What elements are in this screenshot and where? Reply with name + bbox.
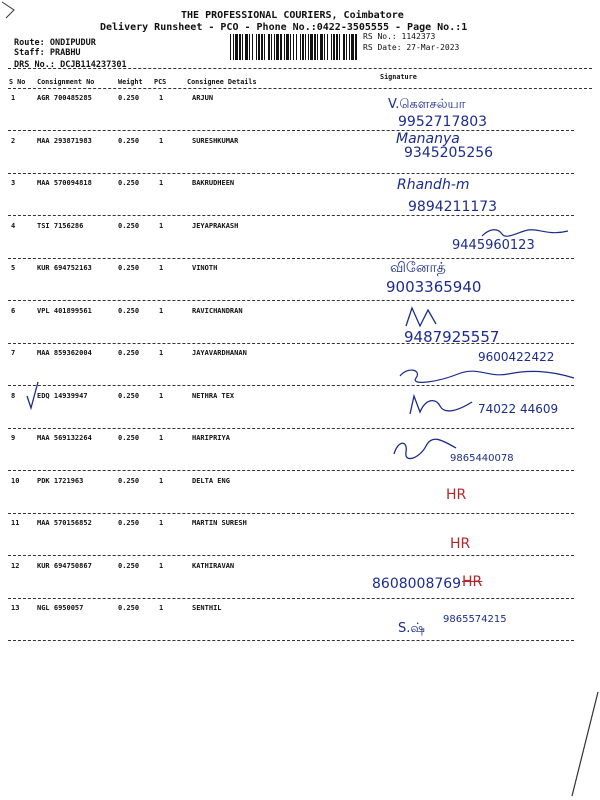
barcode-bar [314, 34, 316, 60]
barcode-bar [324, 34, 325, 60]
barcode-bar [261, 34, 263, 60]
barcode-image [230, 34, 358, 60]
cell-consignment: MAA 293871983 [37, 137, 92, 145]
cell-pcs: 1 [159, 137, 164, 145]
corner-mark [0, 0, 26, 22]
cell-weight: 0.250 [118, 519, 140, 527]
cell-sno: 9 [11, 434, 16, 442]
cell-weight: 0.250 [118, 434, 140, 442]
signature-1-phone: 9952717803 [398, 114, 488, 130]
signature-13-phone: 9865574215 [443, 614, 507, 625]
cell-consignee: JEYAPRAKASH [192, 222, 239, 230]
cell-weight: 0.250 [118, 137, 140, 145]
cell-consignment: EDQ 14939947 [37, 392, 88, 400]
row-divider [8, 640, 574, 641]
barcode-bar [349, 34, 350, 60]
barcode-bar [336, 34, 338, 60]
rs-no-value: 1142373 [401, 32, 436, 41]
tick-mark [24, 378, 40, 412]
cell-consignee: KATHIRAVAN [192, 562, 235, 570]
cell-pcs: 1 [159, 307, 164, 315]
barcode-bar [276, 34, 279, 60]
drs-value: DCJB114237301 [60, 60, 127, 70]
barcode-bar [264, 34, 265, 60]
cell-consignee: BAKRUDHEEN [192, 179, 235, 187]
barcode-bar [333, 34, 335, 60]
barcode-bar [355, 34, 357, 60]
signature-8-scribble [406, 392, 476, 418]
barcode-bar [280, 34, 282, 60]
cell-weight: 0.250 [118, 604, 140, 612]
cell-weight: 0.250 [118, 349, 140, 357]
barcode-bar [230, 34, 231, 60]
signature-2-phone: 9345205256 [404, 145, 494, 161]
cell-sno: 1 [11, 94, 16, 102]
cell-pcs: 1 [159, 264, 164, 272]
cell-sno: 3 [11, 179, 16, 187]
barcode-bar [300, 34, 301, 60]
route-label: Route: [14, 38, 45, 48]
row-divider [8, 300, 574, 301]
route-value: ONDIPUDUR [49, 38, 96, 48]
cell-sno: 11 [11, 519, 20, 527]
cell-sno: 10 [11, 477, 20, 485]
cell-consignment: MAA 570156852 [37, 519, 92, 527]
barcode-bar [320, 34, 323, 60]
barcode-bar [327, 34, 328, 60]
col-signature: Signature [380, 73, 417, 81]
barcode-bar [256, 34, 257, 60]
signature-13-name: S.ஷ் [398, 621, 425, 636]
barcode-bar [302, 34, 304, 60]
row-divider [8, 470, 574, 471]
barcode-bar [308, 34, 309, 60]
cell-consignee: SURESHKUMAR [192, 137, 239, 145]
signature-8-phone: 74022 44609 [478, 402, 559, 416]
signature-2-name: Mananya [396, 131, 460, 147]
rs-date-line [363, 43, 459, 52]
cell-pcs: 1 [159, 349, 164, 357]
cell-sno: 5 [11, 264, 16, 272]
row-divider [8, 555, 574, 556]
company-title: THE PROFESSIONAL COURIERS, Coimbatore [181, 10, 404, 21]
cell-consignment: KUR 694750867 [37, 562, 92, 570]
signature-3-name: Rhandh-m [397, 177, 470, 193]
cell-consignee: JAYAVARDHANAN [192, 349, 247, 357]
rs-no-line [363, 32, 435, 41]
cell-pcs: 1 [159, 94, 164, 102]
cell-consignment: NGL 6950057 [37, 604, 84, 612]
cell-consignee: VINOTH [192, 264, 218, 272]
rs-date-value: 27-Mar-2023 [406, 43, 460, 52]
cell-weight: 0.250 [118, 264, 140, 272]
cell-consignment: AGR 700485285 [37, 94, 92, 102]
barcode-bar [271, 34, 272, 60]
barcode-bar [317, 34, 318, 60]
cell-pcs: 1 [159, 519, 164, 527]
row-divider [8, 428, 574, 429]
cell-pcs: 1 [159, 562, 164, 570]
cell-weight: 0.250 [118, 307, 140, 315]
signature-12-phone: 8608008769 [372, 576, 462, 592]
route-line [14, 38, 96, 48]
cell-sno: 6 [11, 307, 16, 315]
staff-line [14, 48, 81, 58]
signature-6-scribble [402, 304, 442, 330]
row-divider [8, 258, 574, 259]
col-pcs: PCS [154, 78, 167, 86]
row-divider [8, 598, 574, 599]
cell-consignee: SENTHIL [192, 604, 222, 612]
barcode-bar [346, 34, 347, 60]
signature-12-mark: HR [462, 574, 483, 590]
signature-5-phone: 9003365940 [386, 278, 482, 296]
cell-sno: 7 [11, 349, 16, 357]
barcode-bar [258, 34, 260, 60]
rs-date-label: RS Date: [363, 43, 402, 52]
cell-consignee: NETHRA TEX [192, 392, 235, 400]
cell-sno: 8 [11, 392, 16, 400]
cell-consignment: MAA 859362004 [37, 349, 92, 357]
cell-consignment: PDK 1721963 [37, 477, 84, 485]
row-divider [8, 173, 574, 174]
barcode-bar [305, 34, 306, 60]
cell-consignment: MAA 569132264 [37, 434, 92, 442]
signature-11-mark: HR [450, 536, 471, 552]
barcode-bar [233, 34, 234, 60]
cell-weight: 0.250 [118, 94, 140, 102]
signature-7-phone: 9600422422 [478, 350, 555, 364]
cell-consignee: RAVICHANDRAN [192, 307, 243, 315]
cell-weight: 0.250 [118, 562, 140, 570]
signature-7-scribble [398, 364, 578, 386]
cell-consignment: VPL 401899561 [37, 307, 92, 315]
signature-9-phone: 9865440078 [450, 453, 514, 464]
barcode-bar [249, 34, 250, 60]
barcode-bar [351, 34, 354, 60]
barcode-bar [235, 34, 238, 60]
barcode-bar [239, 34, 241, 60]
barcode-bar [310, 34, 313, 60]
cell-consignment: TSI 7156286 [37, 222, 84, 230]
column-header-rule [8, 88, 592, 89]
cell-weight: 0.250 [118, 222, 140, 230]
barcode-bar [284, 34, 285, 60]
cell-consignee: MARTIN SURESH [192, 519, 247, 527]
row-divider [8, 513, 574, 514]
cell-sno: 4 [11, 222, 16, 230]
barcode-bar [274, 34, 275, 60]
cell-sno: 12 [11, 562, 20, 570]
cell-consignment: KUR 694752163 [37, 264, 92, 272]
signature-6-phone: 9487925557 [404, 328, 500, 346]
cell-sno: 13 [11, 604, 20, 612]
signature-3-phone: 9894211173 [408, 199, 498, 215]
col-weight: Weight [118, 78, 143, 86]
cell-consignment: MAA 570094818 [37, 179, 92, 187]
barcode-bar [252, 34, 253, 60]
cell-pcs: 1 [159, 477, 164, 485]
col-sno: S No [9, 78, 26, 86]
cell-consignee: HARIPRIYA [192, 434, 230, 442]
header-divider [8, 68, 592, 69]
barcode-bar [268, 34, 270, 60]
barcode-bar [242, 34, 243, 60]
staff-value: PRABHU [49, 48, 81, 58]
cell-pcs: 1 [159, 434, 164, 442]
col-consignment: Consignment No [37, 78, 95, 86]
barcode-bar [296, 34, 297, 60]
cell-consignee: ARJUN [192, 94, 214, 102]
signature-5-name: வினோத் [390, 260, 446, 276]
barcode-bar [245, 34, 248, 60]
cell-weight: 0.250 [118, 477, 140, 485]
cell-sno: 2 [11, 137, 16, 145]
barcode-bar [339, 34, 340, 60]
signature-10-mark: HR [446, 487, 467, 503]
cell-pcs: 1 [159, 392, 164, 400]
barcode-bar [343, 34, 345, 60]
barcode-bar [331, 34, 332, 60]
barcode-bar [290, 34, 291, 60]
cell-pcs: 1 [159, 604, 164, 612]
barcode-bar [286, 34, 289, 60]
page-edge-line [566, 690, 600, 800]
runsheet-subtitle: Delivery Runsheet - PCO - Phone No.:0422-3505555 - Page No.:1 [100, 22, 468, 33]
cell-pcs: 1 [159, 222, 164, 230]
cell-consignee: DELTA ENG [192, 477, 230, 485]
drs-label: DRS No.: [14, 60, 55, 70]
cell-pcs: 1 [159, 179, 164, 187]
staff-label: Staff: [14, 48, 45, 58]
col-consignee: Consignee Details [187, 78, 257, 86]
cell-weight: 0.250 [118, 392, 140, 400]
row-divider [8, 130, 574, 131]
rs-no-label: RS No.: [363, 32, 397, 41]
barcode-bar [293, 34, 294, 60]
signature-4-phone: 9445960123 [452, 238, 535, 253]
row-divider [8, 215, 574, 216]
signature-1-name: V.கௌசல்யா [388, 97, 466, 112]
cell-weight: 0.250 [118, 179, 140, 187]
